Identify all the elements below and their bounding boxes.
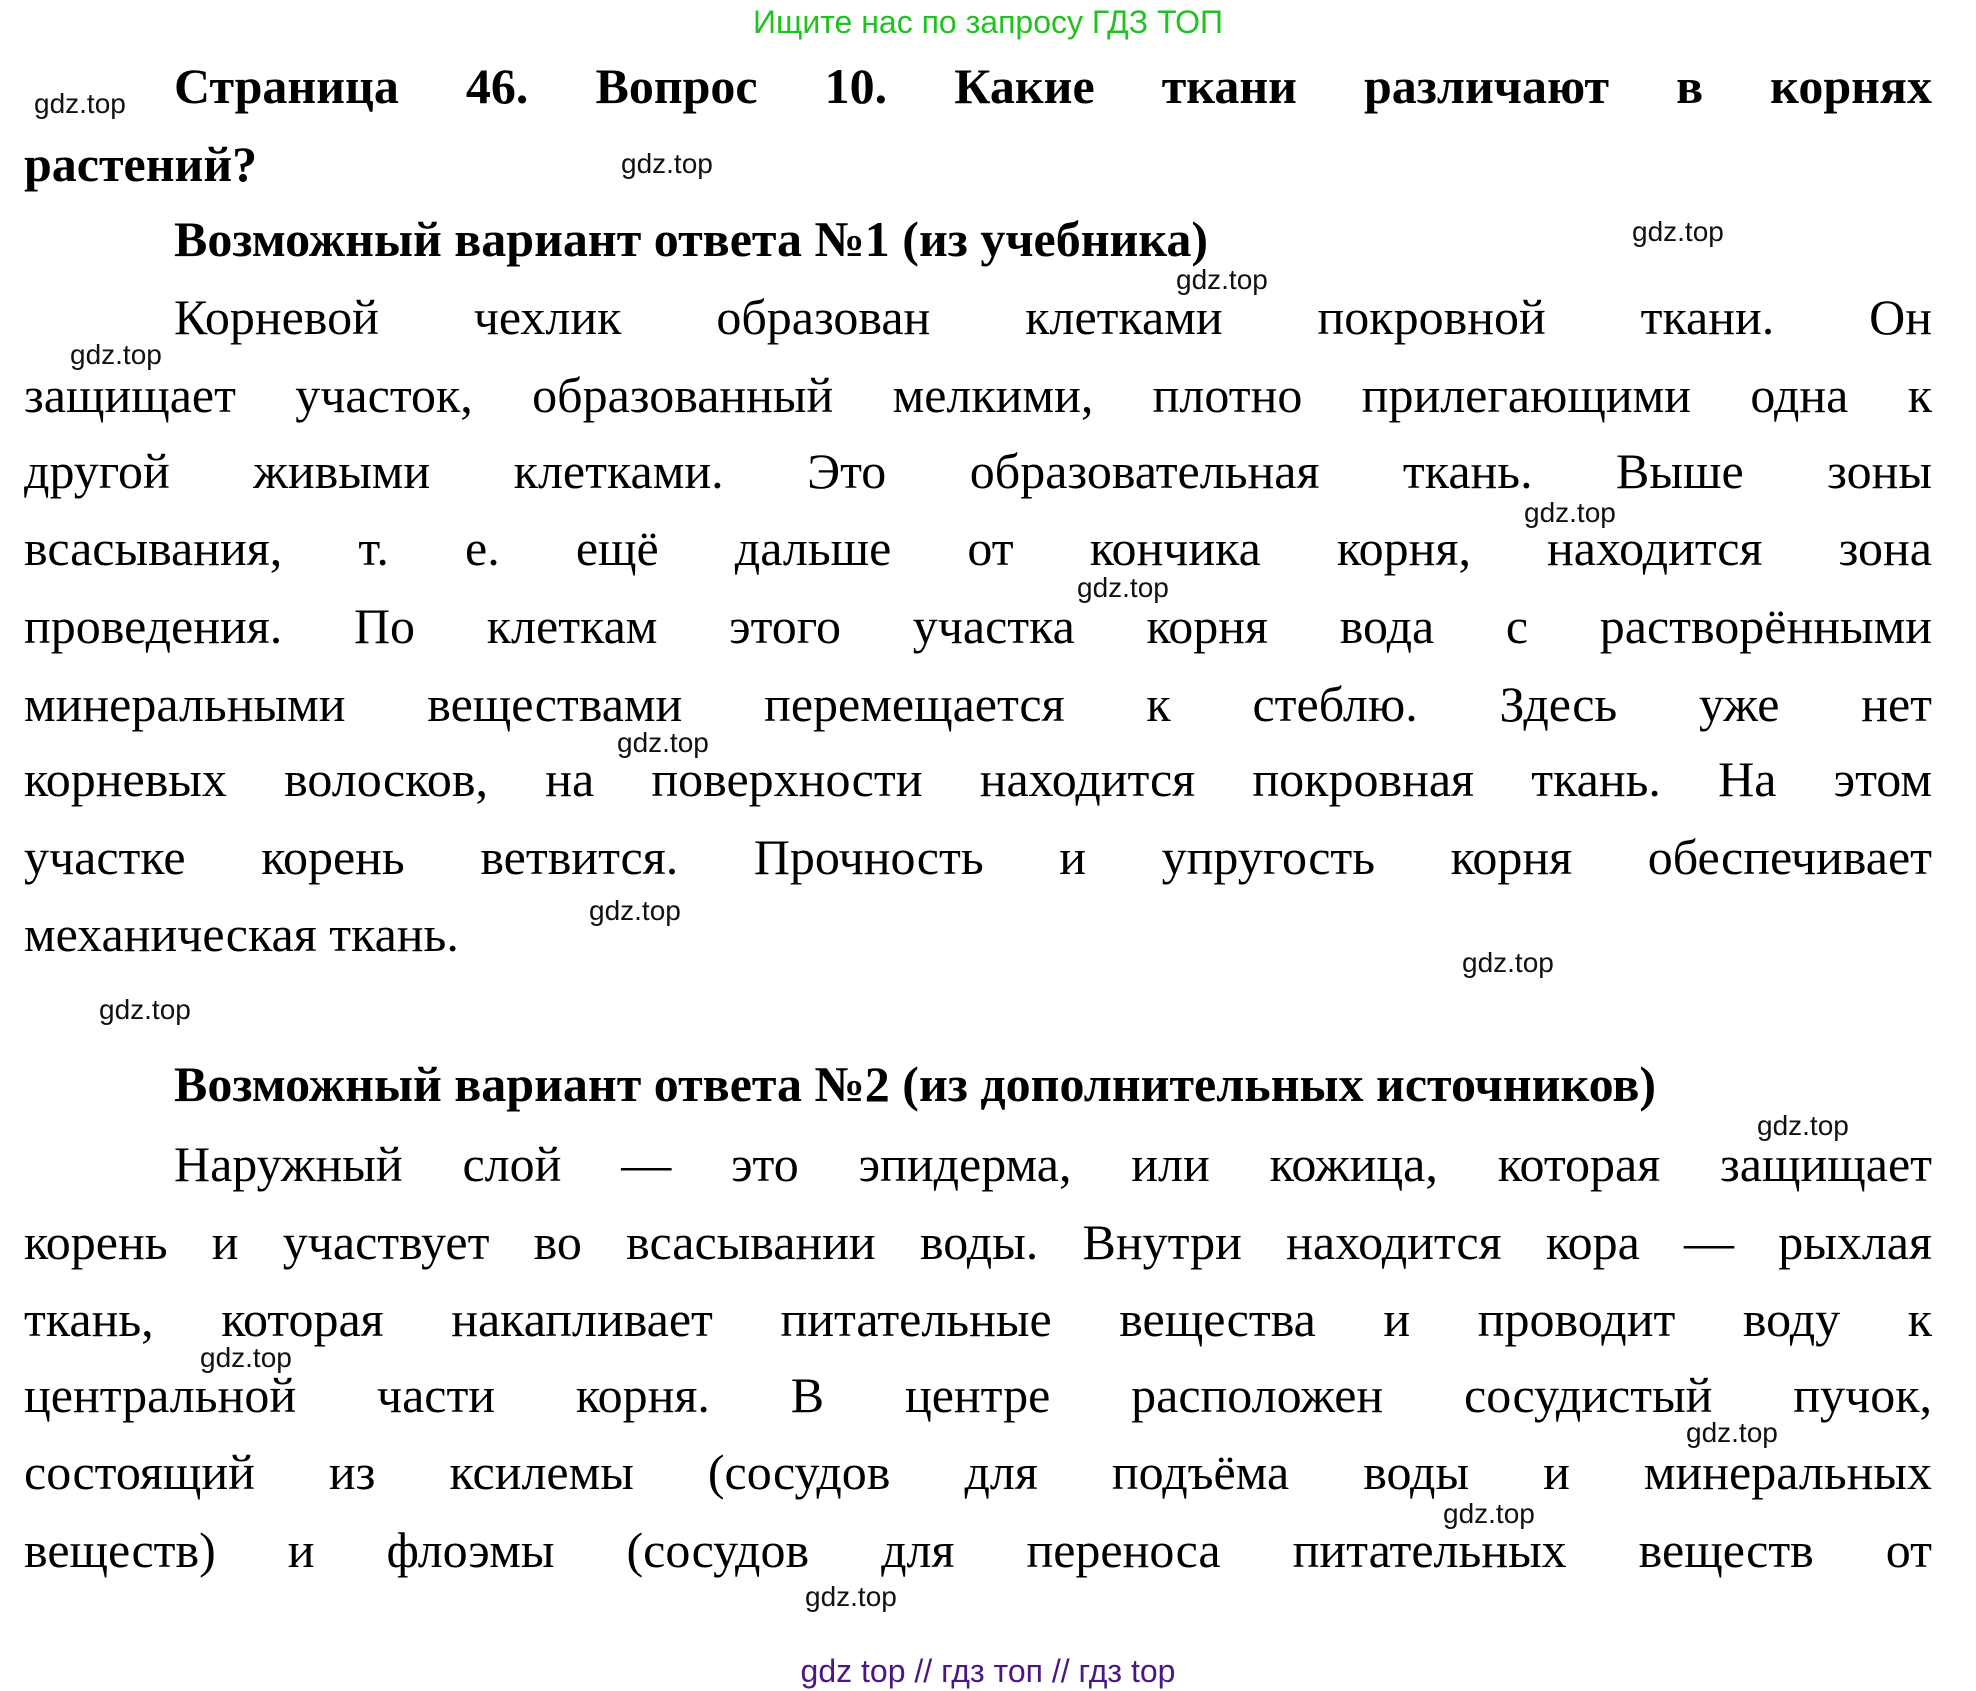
answer-2-heading: Возможный вариант ответа №2 (из дополнительных источников)	[174, 1056, 1657, 1112]
watermark: gdz.top	[1524, 497, 1616, 528]
footer-links: gdz top // гдз топ // гдз top	[800, 1653, 1176, 1689]
answer-1-line-text: Корневой чехлик образован клетками покровной ткани. Он	[174, 289, 1932, 345]
answer-1-line-last: механическая ткань.	[24, 906, 459, 962]
watermark: gdz.top	[99, 994, 191, 1025]
answer-1-line	[24, 439, 1932, 503]
answer-2-line-text: веществ) и флоэмы (сосудов для переноса питательных веществ от	[24, 1522, 1932, 1578]
search-banner: Ищите нас по запросу ГДЗ ТОП	[753, 4, 1223, 40]
watermark: gdz.top	[1176, 264, 1268, 295]
watermark: gdz.top	[621, 148, 713, 179]
answer-1-line	[24, 363, 1932, 427]
answer-1-line-text: участке корень ветвится. Прочность и упругость корня обеспечивает	[24, 829, 1932, 885]
answer-2-line	[24, 1287, 1932, 1351]
answer-1-heading: Возможный вариант ответа №1 (из учебника)	[174, 211, 1209, 267]
answer-2-line-text: ткань, которая накапливает питательные вещества и проводит воду к	[24, 1291, 1932, 1347]
answer-2-line-text: состоящий из ксилемы (сосудов для подъёма воды и минеральных	[24, 1444, 1932, 1500]
answer-2-line	[24, 1363, 1932, 1427]
answer-1-line	[24, 594, 1932, 658]
answer-1-line-text: проведения. По клеткам этого участка корня вода с растворёнными	[24, 598, 1932, 654]
answer-1-line	[24, 747, 1932, 811]
watermark: gdz.top	[589, 895, 681, 926]
watermark: gdz.top	[70, 339, 162, 370]
answer-1-line	[174, 285, 1932, 349]
watermark: gdz.top	[1632, 216, 1724, 247]
watermark: gdz.top	[805, 1581, 897, 1612]
question-title-line-1	[174, 54, 1932, 118]
watermark: gdz.top	[1686, 1417, 1778, 1448]
answer-2-line	[24, 1518, 1932, 1582]
answer-2-line-text: корень и участвует во всасывании воды. Внутри находится кора — рыхлая	[24, 1214, 1932, 1270]
answer-1-line-text: всасывания, т. е. ещё дальше от кончика корня, находится зона	[24, 520, 1932, 576]
answer-2-line	[24, 1440, 1932, 1504]
watermark: gdz.top	[200, 1342, 292, 1373]
answer-1-line	[24, 672, 1932, 736]
answer-1-line-text: корневых волосков, на поверхности находится покровная ткань. На этом	[24, 751, 1932, 807]
watermark: gdz.top	[1757, 1110, 1849, 1141]
answer-2-line-text: Наружный слой — это эпидерма, или кожица, которая защищает	[174, 1136, 1932, 1192]
answer-2-line	[174, 1132, 1932, 1196]
watermark: gdz.top	[617, 727, 709, 758]
watermark: gdz.top	[1077, 572, 1169, 603]
answer-1-line-text: другой живыми клетками. Это образовательная ткань. Выше зоны	[24, 443, 1932, 499]
watermark: gdz.top	[34, 88, 126, 119]
answer-1-line-text: минеральными веществами перемещается к стеблю. Здесь уже нет	[24, 676, 1932, 732]
answer-2-line	[24, 1210, 1932, 1274]
answer-2-line-text: центральной части корня. В центре расположен сосудистый пучок,	[24, 1367, 1932, 1423]
question-title-text: Страница 46. Вопрос 10. Какие ткани различают в корнях	[174, 58, 1932, 114]
answer-1-line	[24, 516, 1932, 580]
answer-1-line	[24, 825, 1932, 889]
question-title-line-2: растений?	[24, 136, 258, 192]
watermark: gdz.top	[1443, 1498, 1535, 1529]
answer-1-line-text: защищает участок, образованный мелкими, плотно прилегающими одна к	[24, 367, 1932, 423]
watermark: gdz.top	[1462, 947, 1554, 978]
